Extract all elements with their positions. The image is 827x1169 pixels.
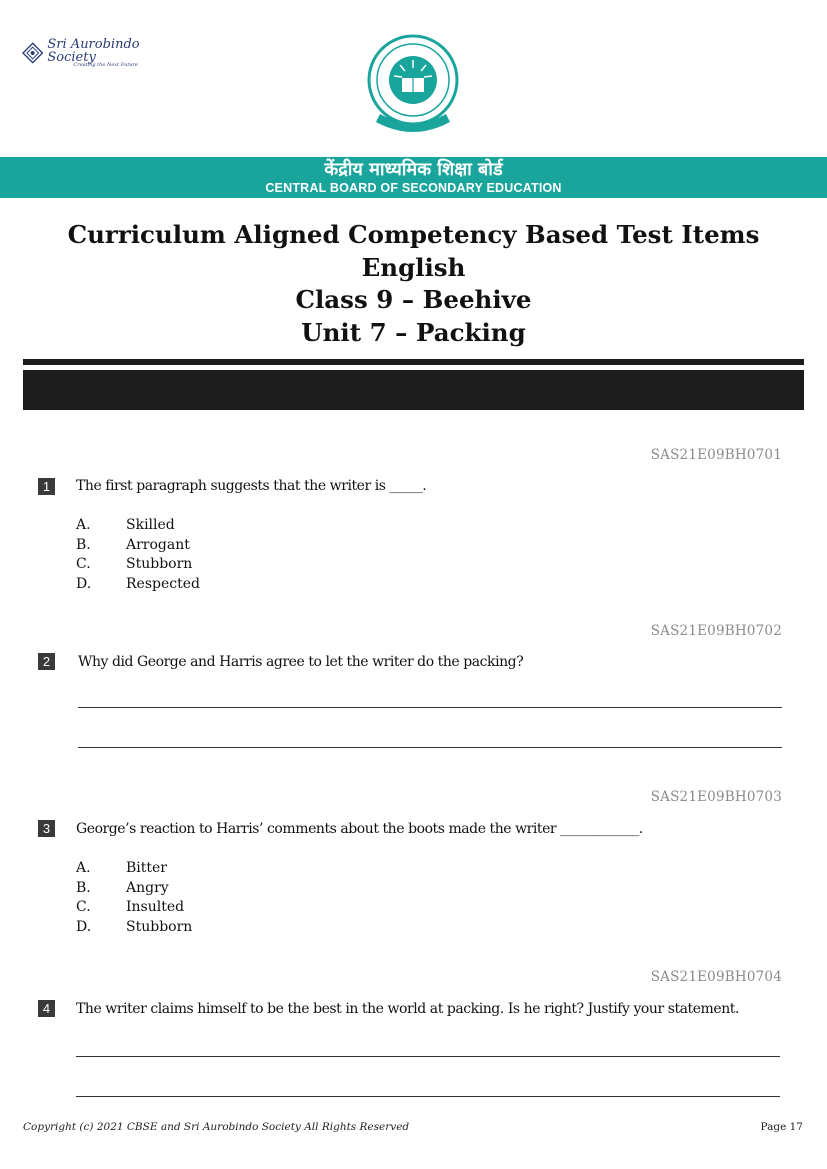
option-item [76,516,200,536]
question-text: George’s reaction to Harris’ comments about the boots made the writer ____________. [76,821,643,837]
document-title-block [0,219,827,349]
answer-line [76,1096,780,1097]
question-number-badge: 1 [38,478,55,495]
cbse-seal-icon [362,34,464,142]
option-item [76,859,192,879]
option-item [76,575,200,595]
option-text: Bitter [126,860,167,876]
option-letter: D. [76,576,92,593]
answer-line [78,707,782,708]
copyright-notice: Copyright (c) 2021 CBSE and Sri Aurobindo Society All Rights Reserved [23,1121,410,1133]
answer-line [76,1056,780,1057]
option-letter: A. [76,517,91,533]
publisher-name: Sri Aurobindo Society [47,37,140,65]
sri-aurobindo-society-logo [22,38,188,68]
option-letter: B. [76,879,91,896]
class-title: Class 9 – Beehive [295,285,532,314]
option-letter: D. [76,919,92,936]
question-code: SAS21E09BH0701 [650,447,782,463]
question-number-badge: 3 [38,820,55,837]
option-text: Respected [126,576,200,593]
document-title: Curriculum Aligned Competency Based Test Items [67,220,760,249]
option-text: Stubborn [126,919,193,936]
question-text: Why did George and Harris agree to let the writer do the packing? [78,654,524,670]
section-banner [23,370,804,410]
answer-line [78,747,782,748]
board-name-english: CENTRAL BOARD OF SECONDARY EDUCATION [265,181,562,195]
option-letter: B. [76,536,91,553]
question-text: The writer claims himself to be the best in the world at packing. Is he right? Justify your statement. [76,1001,739,1017]
page-number: Page 17 [760,1121,803,1133]
option-item [76,555,200,575]
question-code: SAS21E09BH0704 [650,969,782,985]
title-divider [23,359,804,365]
option-letter: C. [76,899,91,916]
option-text: Stubborn [126,556,193,573]
question-number-badge: 2 [38,653,55,670]
board-name-hindi: केंद्रीय माध्यमिक शिक्षा बोर्ड [324,159,503,180]
option-item [76,536,200,556]
option-letter: C. [76,556,91,573]
option-item [76,918,192,938]
options-list [76,516,200,595]
options-list [76,859,192,938]
society-emblem-icon [22,42,43,64]
question-text: The first paragraph suggests that the writer is _____. [76,478,427,494]
option-item [76,879,192,899]
question-code: SAS21E09BH0703 [650,789,782,805]
question-number-badge: 4 [38,1000,55,1017]
option-text: Arrogant [126,536,190,553]
publisher-tagline: Creating the Next Future [73,62,138,68]
question-code: SAS21E09BH0702 [650,623,782,639]
unit-title: Unit 7 – Packing [301,317,526,347]
option-text: Skilled [126,517,175,533]
option-text: Insulted [126,899,185,916]
option-text: Angry [126,879,169,896]
option-item [76,898,192,918]
subject-title: English [361,252,466,282]
option-letter: A. [76,860,91,876]
